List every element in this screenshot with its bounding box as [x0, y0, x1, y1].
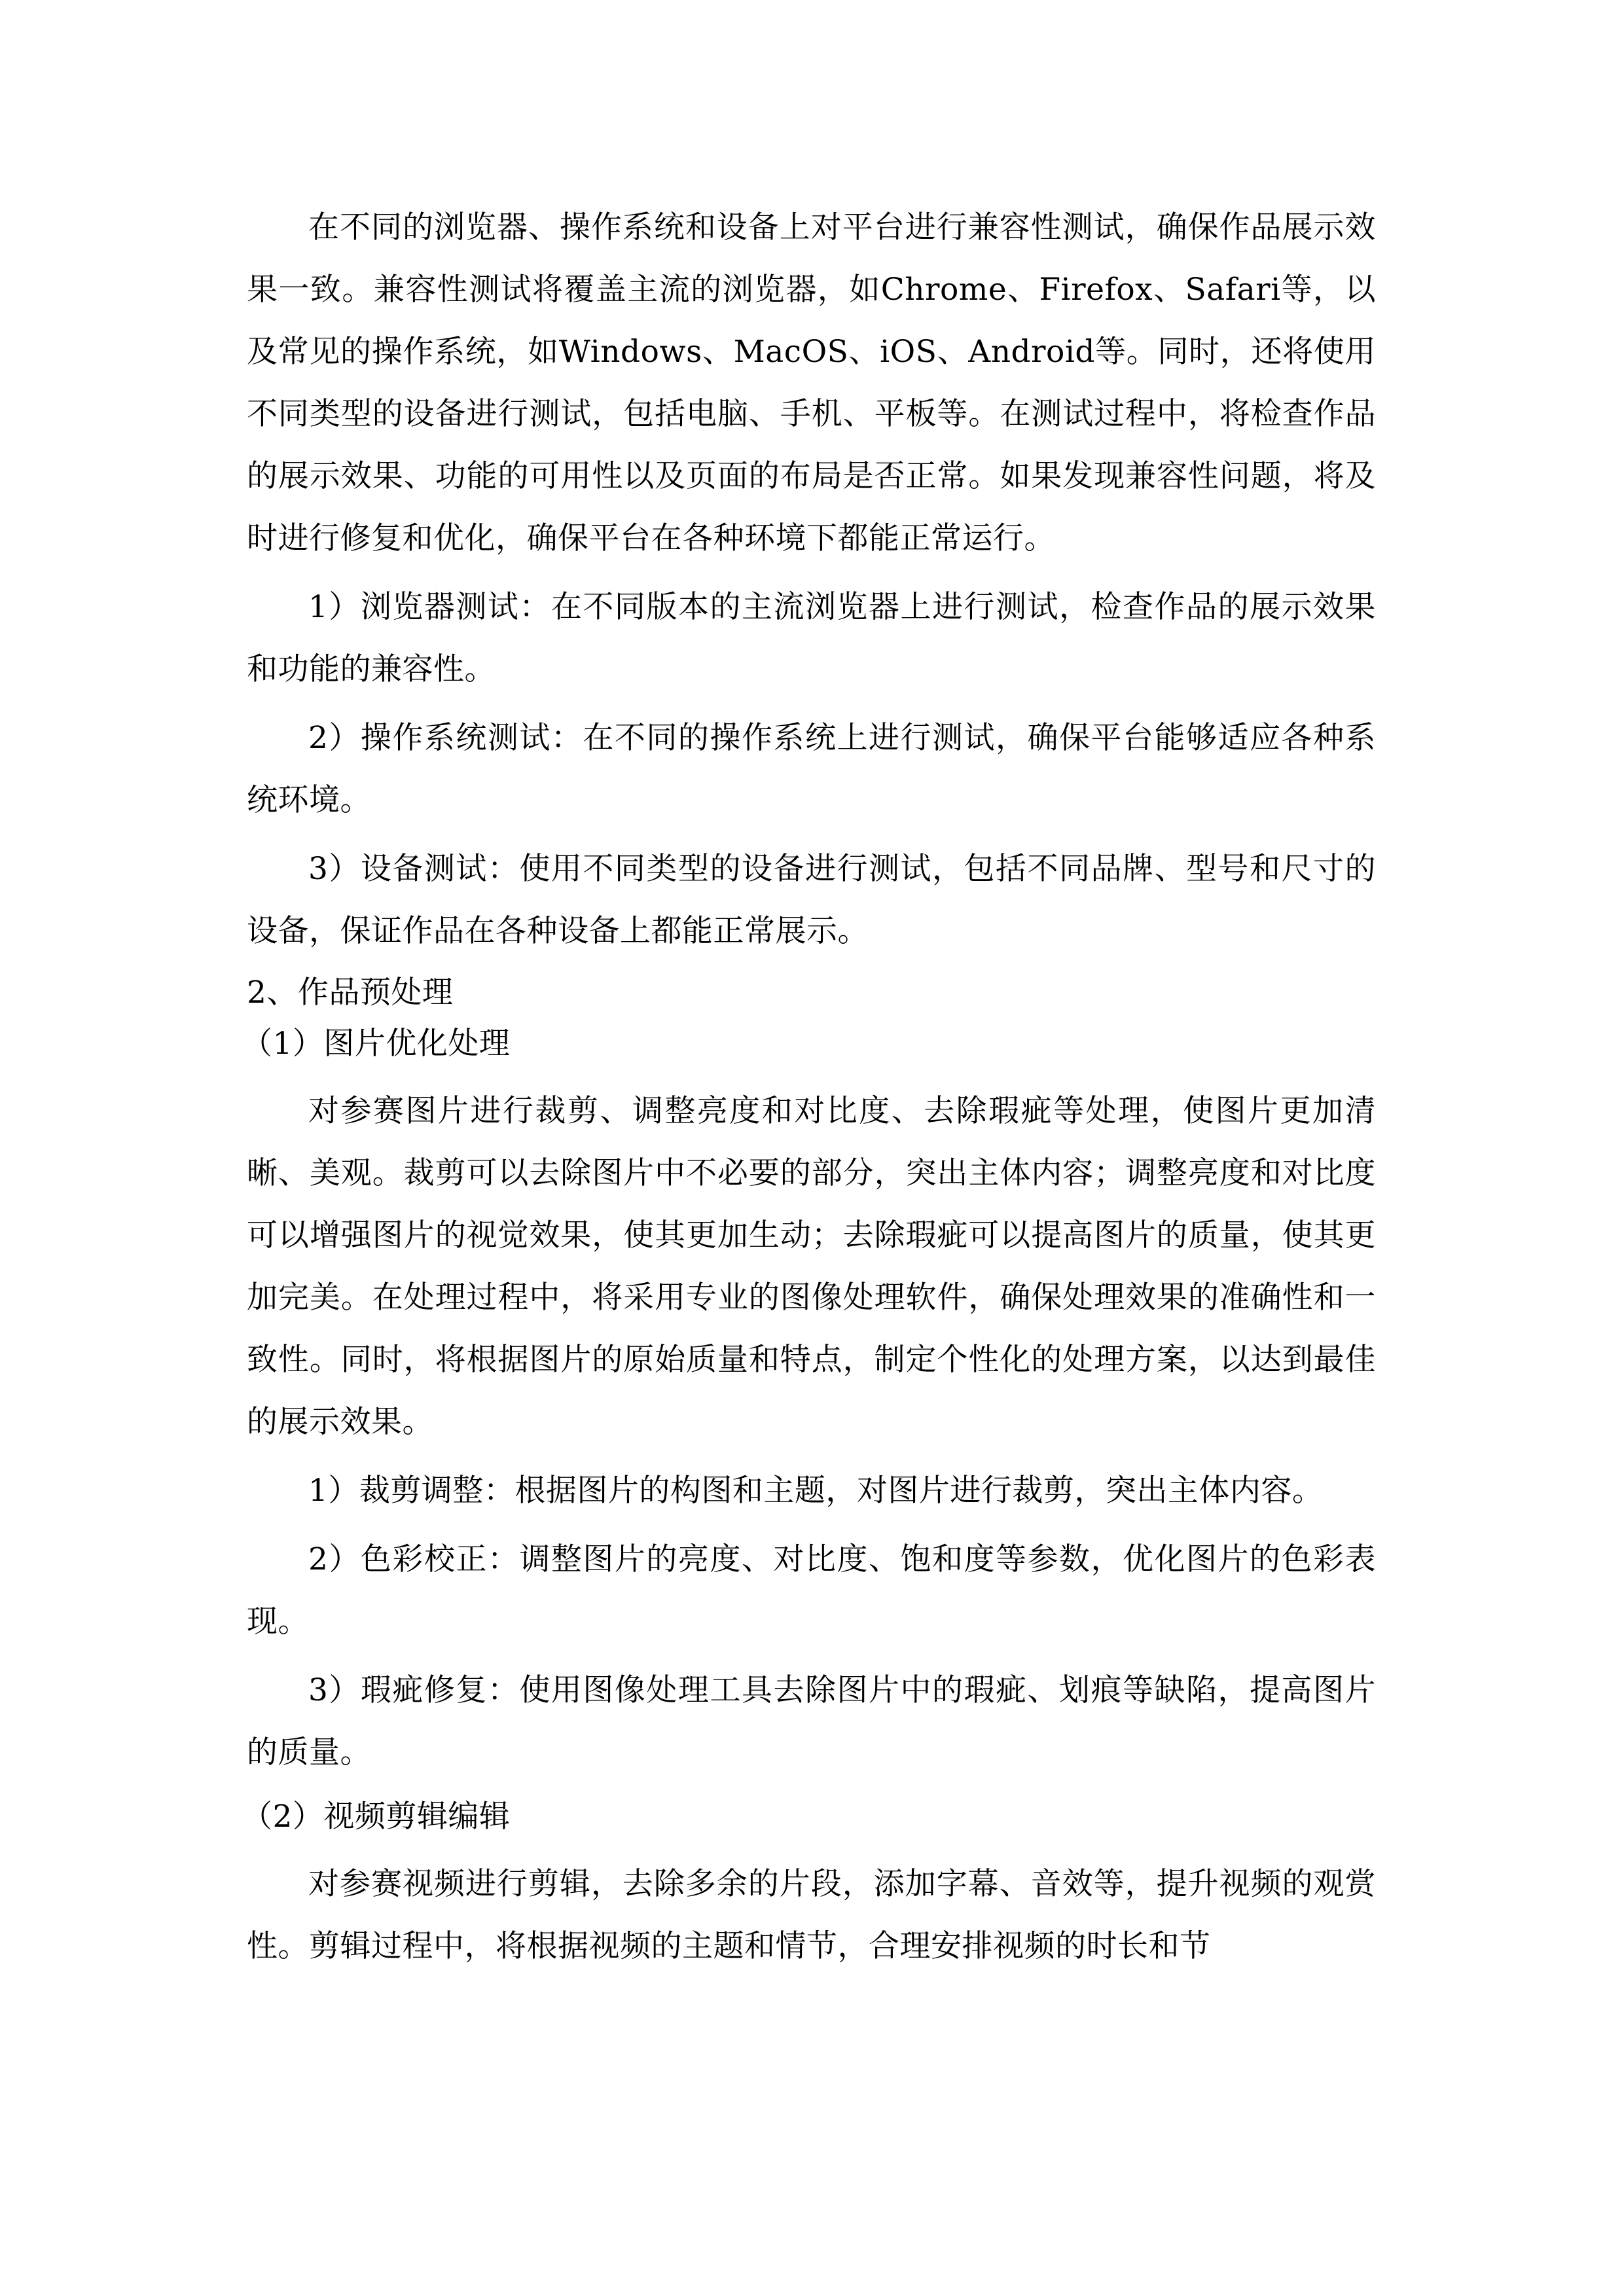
intro-paragraph: 在不同的浏览器、操作系统和设备上对平台进行兼容性测试，确保作品展示效果一致。兼容性测试将覆盖主流的浏览器，如Chrome、Firefox、Safari等，以及常见的操作系统，如Windows、MacOS、iOS、Android等。同时，还将使用不同类型的设备进行测试，包括电脑、手机、平板等。在测试过程中，将检查作品的展示效果、功能的可用性以及页面的布局是否正常。如果发现兼容性问题，将及时进行修复和优化，确保平台在各种环境下都能正常运行。	[247, 209, 1376, 556]
video-paragraph: 对参赛视频进行剪辑，去除多余的片段，添加字幕、音效等，提升视频的观赏性。剪辑过程中，将根据视频的主题和情节，合理安排视频的时长和节	[247, 1866, 1376, 1964]
subsection-heading-image: （1）图片优化处理	[242, 1026, 511, 1062]
image-item-repair: 3）瑕疵修复：使用图像处理工具去除图片中的瑕疵、划痕等缺陷，提高图片的质量。	[247, 1672, 1376, 1770]
compat-item-browser: 1）浏览器测试：在不同版本的主流浏览器上进行测试，检查作品的展示效果和功能的兼容性。	[247, 589, 1376, 687]
image-paragraph: 对参赛图片进行裁剪、调整亮度和对比度、去除瑕疵等处理，使图片更加清晰、美观。裁剪可以去除图片中不必要的部分，突出主体内容；调整亮度和对比度可以增强图片的视觉效果，使其更加生动；去除瑕疵可以提高图片的质量，使其更加完美。在处理过程中，将采用专业的图像处理软件，确保处理效果的准确性和一致性。同时，将根据图片的原始质量和特点，制定个性化的处理方案，以达到最佳的展示效果。	[247, 1093, 1376, 1440]
subsection-heading-video: （2）视频剪辑编辑	[242, 1799, 511, 1835]
document-page	[242, 196, 1376, 1977]
compat-item-device: 3）设备测试：使用不同类型的设备进行测试，包括不同品牌、型号和尺寸的设备，保证作品在各种设备上都能正常展示。	[247, 851, 1376, 949]
section-heading-preprocessing: 2、作品预处理	[247, 975, 454, 1011]
image-item-crop: 1）裁剪调整：根据图片的构图和主题，对图片进行裁剪，突出主体内容。	[308, 1473, 1324, 1509]
compat-item-os: 2）操作系统测试：在不同的操作系统上进行测试，确保平台能够适应各种系统环境。	[247, 720, 1376, 818]
image-item-color: 2）色彩校正：调整图片的亮度、对比度、饱和度等参数，优化图片的色彩表现。	[247, 1541, 1376, 1640]
